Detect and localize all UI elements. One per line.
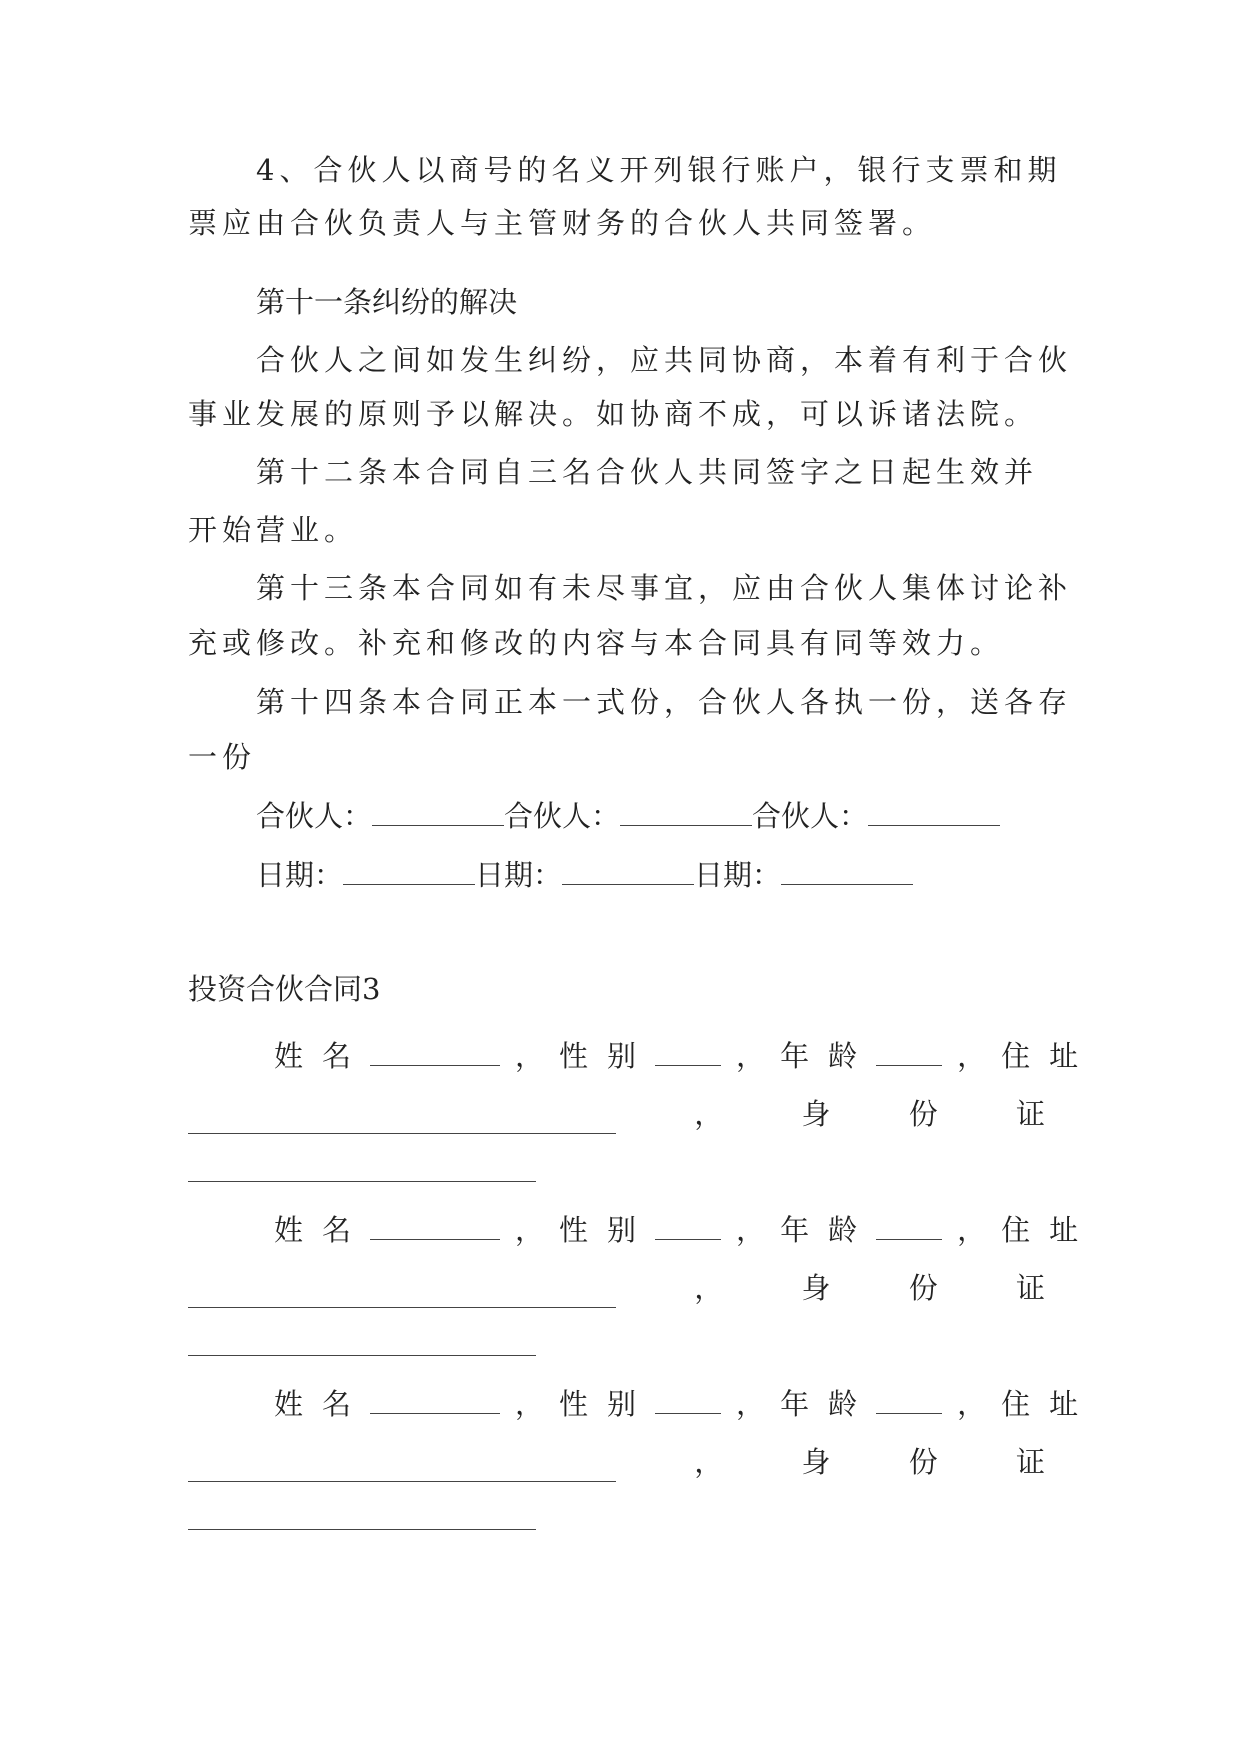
partner-label: 合伙人：: [504, 799, 621, 833]
id-label-char: 身: [801, 1445, 831, 1479]
partner-info-row-2: [188, 1094, 1045, 1134]
id-label-char: 证: [1015, 1445, 1045, 1479]
article-11-title: 第十一条纠纷的解决: [256, 285, 518, 319]
comma: ，: [694, 1271, 724, 1305]
comma: ，: [957, 1387, 987, 1421]
date-3-blank: [781, 856, 913, 885]
article-14-line-1: 第十四条本合同正本一式份，合伙人各执一份，送各存: [256, 685, 1073, 719]
date-1-blank: [343, 856, 475, 885]
name-blank: [370, 1037, 500, 1066]
partner-1-blank: [372, 797, 504, 826]
comma: ，: [515, 1213, 545, 1247]
date-2-blank: [562, 856, 694, 885]
date-label: 日期：: [256, 858, 344, 892]
para-4-line-1: 4、合伙人以商号的名义开列银行账户，银行支票和期: [256, 153, 1062, 187]
partner-info-row-1: [274, 1210, 1097, 1250]
article-12-line-2: 开始营业。: [188, 513, 359, 547]
address-blank: [188, 1279, 616, 1308]
gender-blank: [655, 1211, 721, 1240]
date-label: 日期：: [475, 858, 563, 892]
partner-label: 合伙人：: [256, 799, 373, 833]
id-label-char: 份: [908, 1271, 938, 1305]
comma: ，: [957, 1213, 987, 1247]
partner-3-blank: [868, 797, 1000, 826]
article-14-line-2: 一份: [188, 740, 257, 774]
partner-2-blank: [620, 797, 752, 826]
id-label-char: 证: [1015, 1271, 1045, 1305]
gender-label: 性别: [559, 1387, 656, 1421]
age-blank: [876, 1385, 942, 1414]
partner-info-row-1: [274, 1036, 1097, 1076]
comma: ，: [957, 1039, 987, 1073]
address-blank: [188, 1453, 616, 1482]
gender-label: 性别: [559, 1039, 656, 1073]
partner-info-row-2: [188, 1268, 1045, 1308]
age-label: 年龄: [780, 1039, 877, 1073]
article-11-line-1: 合伙人之间如发生纠纷，应共同协商，本着有利于合伙: [256, 343, 1073, 377]
comma: ，: [736, 1039, 766, 1073]
name-label: 姓名: [274, 1387, 371, 1421]
gender-blank: [655, 1385, 721, 1414]
name-label: 姓名: [274, 1039, 371, 1073]
partner-info-row-2: [188, 1442, 1045, 1482]
gender-blank: [655, 1037, 721, 1066]
id-number-blank: [188, 1355, 536, 1356]
para-4-line-2: 票应由合伙负责人与主管财务的合伙人共同签署。: [188, 206, 937, 240]
section-3-title: 投资合伙合同3: [188, 972, 381, 1006]
gender-label: 性别: [559, 1213, 656, 1247]
id-number-blank: [188, 1529, 536, 1530]
partner-label: 合伙人：: [752, 799, 869, 833]
comma: ，: [694, 1097, 724, 1131]
article-13-line-1: 第十三条本合同如有未尽事宜，应由合伙人集体讨论补: [256, 571, 1073, 605]
age-blank: [876, 1211, 942, 1240]
address-blank: [188, 1105, 616, 1134]
name-blank: [370, 1385, 500, 1414]
article-13-line-2: 充或修改。补充和修改的内容与本合同具有同等效力。: [188, 626, 1005, 660]
comma: ，: [736, 1387, 766, 1421]
partner-info-row-1: [274, 1384, 1097, 1424]
comma: ，: [515, 1387, 545, 1421]
comma: ，: [736, 1213, 766, 1247]
id-label-char: 份: [908, 1097, 938, 1131]
id-number-blank: [188, 1181, 536, 1182]
name-blank: [370, 1211, 500, 1240]
article-12-line-1: 第十二条本合同自三名合伙人共同签字之日起生效并: [256, 455, 1039, 489]
id-label-char: 身: [801, 1097, 831, 1131]
address-label: 住址: [1001, 1213, 1098, 1247]
address-label: 住址: [1001, 1039, 1098, 1073]
comma: ，: [694, 1445, 724, 1479]
id-label-char: 身: [801, 1271, 831, 1305]
name-label: 姓名: [274, 1213, 371, 1247]
age-label: 年龄: [780, 1213, 877, 1247]
partner-signature-row: [256, 796, 1000, 836]
date-signature-row: [256, 855, 913, 895]
comma: ，: [515, 1039, 545, 1073]
age-label: 年龄: [780, 1387, 877, 1421]
age-blank: [876, 1037, 942, 1066]
id-label-char: 证: [1015, 1097, 1045, 1131]
address-label: 住址: [1001, 1387, 1098, 1421]
date-label: 日期：: [694, 858, 782, 892]
article-11-line-2: 事业发展的原则予以解决。如协商不成，可以诉诸法院。: [188, 397, 1039, 431]
id-label-char: 份: [908, 1445, 938, 1479]
